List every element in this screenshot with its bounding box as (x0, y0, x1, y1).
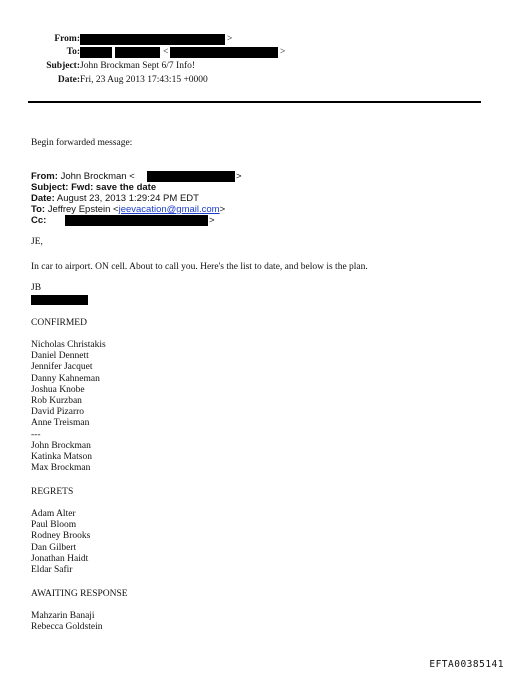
list-item: Katinka Matson (31, 452, 92, 463)
confirmed-heading: CONFIRMED (31, 318, 87, 328)
list-item: Jennifer Jacquet (31, 362, 93, 373)
awaiting-list (31, 611, 103, 633)
fwd-date-line (31, 193, 199, 204)
greeting: JE, (31, 237, 43, 247)
header-date-label: Date: (57, 75, 80, 85)
fwd-date-label: Date: (31, 193, 55, 204)
fwd-to-line (31, 204, 225, 215)
fwd-to-label: To: (31, 204, 46, 215)
message-text: In car to airport. ON cell. About to call you. Here's the list to date, and below is the plan. (31, 262, 368, 272)
document-id: EFTA00385141 (429, 659, 504, 670)
header-subject-value: John Brockman Sept 6/7 Info! (80, 61, 196, 71)
header-to-angle-close: > (280, 47, 286, 57)
fwd-subject-value: Fwd: save the date (71, 182, 157, 193)
fwd-to-name: Jeffrey Epstein < (47, 204, 119, 215)
fwd-subject-line (31, 182, 156, 193)
fwd-to-close: > (219, 204, 226, 215)
list-item: Jonathan Haidt (31, 553, 89, 564)
redaction-bar (170, 47, 278, 58)
header-date-value: Fri, 23 Aug 2013 17:43:15 +0000 (80, 75, 208, 85)
fwd-from-label: From: (31, 171, 58, 182)
redaction-bar (80, 34, 225, 45)
list-item: Adam Alter (31, 509, 76, 519)
list-item: Eldar Safir (31, 565, 73, 576)
awaiting-heading: AWAITING RESPONSE (31, 589, 128, 599)
fwd-cc-angle: > (209, 215, 215, 226)
list-item: Paul Bloom (31, 520, 77, 531)
regrets-list (31, 509, 90, 576)
list-item: Joshua Knobe (31, 384, 85, 395)
list-item: John Brockman (31, 440, 91, 451)
list-item: David Pizarro (31, 407, 85, 418)
list-item: Dan Gilbert (31, 542, 77, 553)
header-divider (28, 101, 481, 103)
redaction-bar (115, 47, 160, 58)
fwd-from-line (31, 171, 135, 182)
list-item: Daniel Dennett (31, 351, 89, 362)
redaction-bar (80, 47, 112, 58)
header-from-angle: > (227, 34, 233, 44)
header-from-label: From: (54, 34, 80, 44)
redaction-bar (31, 295, 88, 305)
fwd-cc-label: Cc: (31, 215, 47, 226)
list-item: Rodney Brooks (31, 531, 91, 542)
fwd-subject-label: Subject: (31, 182, 69, 193)
list-item: Anne Treisman (31, 418, 90, 429)
list-separator: --- (31, 429, 41, 440)
fwd-from-value: John Brockman < (60, 171, 135, 182)
redaction-bar (147, 171, 235, 182)
fwd-date-value: August 23, 2013 1:29:24 PM EDT (56, 193, 199, 204)
list-item: Danny Kahneman (31, 373, 100, 384)
list-item: Mahzarin Banaji (31, 611, 95, 621)
list-item: Nicholas Christakis (31, 340, 106, 350)
header-to-label: To: (66, 47, 80, 57)
redaction-bar (65, 215, 208, 226)
regrets-heading: REGRETS (31, 487, 74, 497)
signature: JB (31, 283, 42, 293)
fwd-cc-line (31, 215, 46, 226)
list-item: Max Brockman (31, 463, 91, 474)
confirmed-list (31, 340, 106, 474)
header-subject-label: Subject: (46, 61, 80, 71)
list-item: Rob Kurzban (31, 396, 82, 407)
fwd-to-email-link[interactable]: jeevacation@gmail.com (118, 204, 220, 215)
header-to-angle-open: < (163, 47, 169, 57)
forward-intro: Begin forwarded message: (31, 138, 133, 148)
fwd-from-angle: > (236, 171, 242, 182)
list-item: Rebecca Goldstein (31, 622, 103, 633)
